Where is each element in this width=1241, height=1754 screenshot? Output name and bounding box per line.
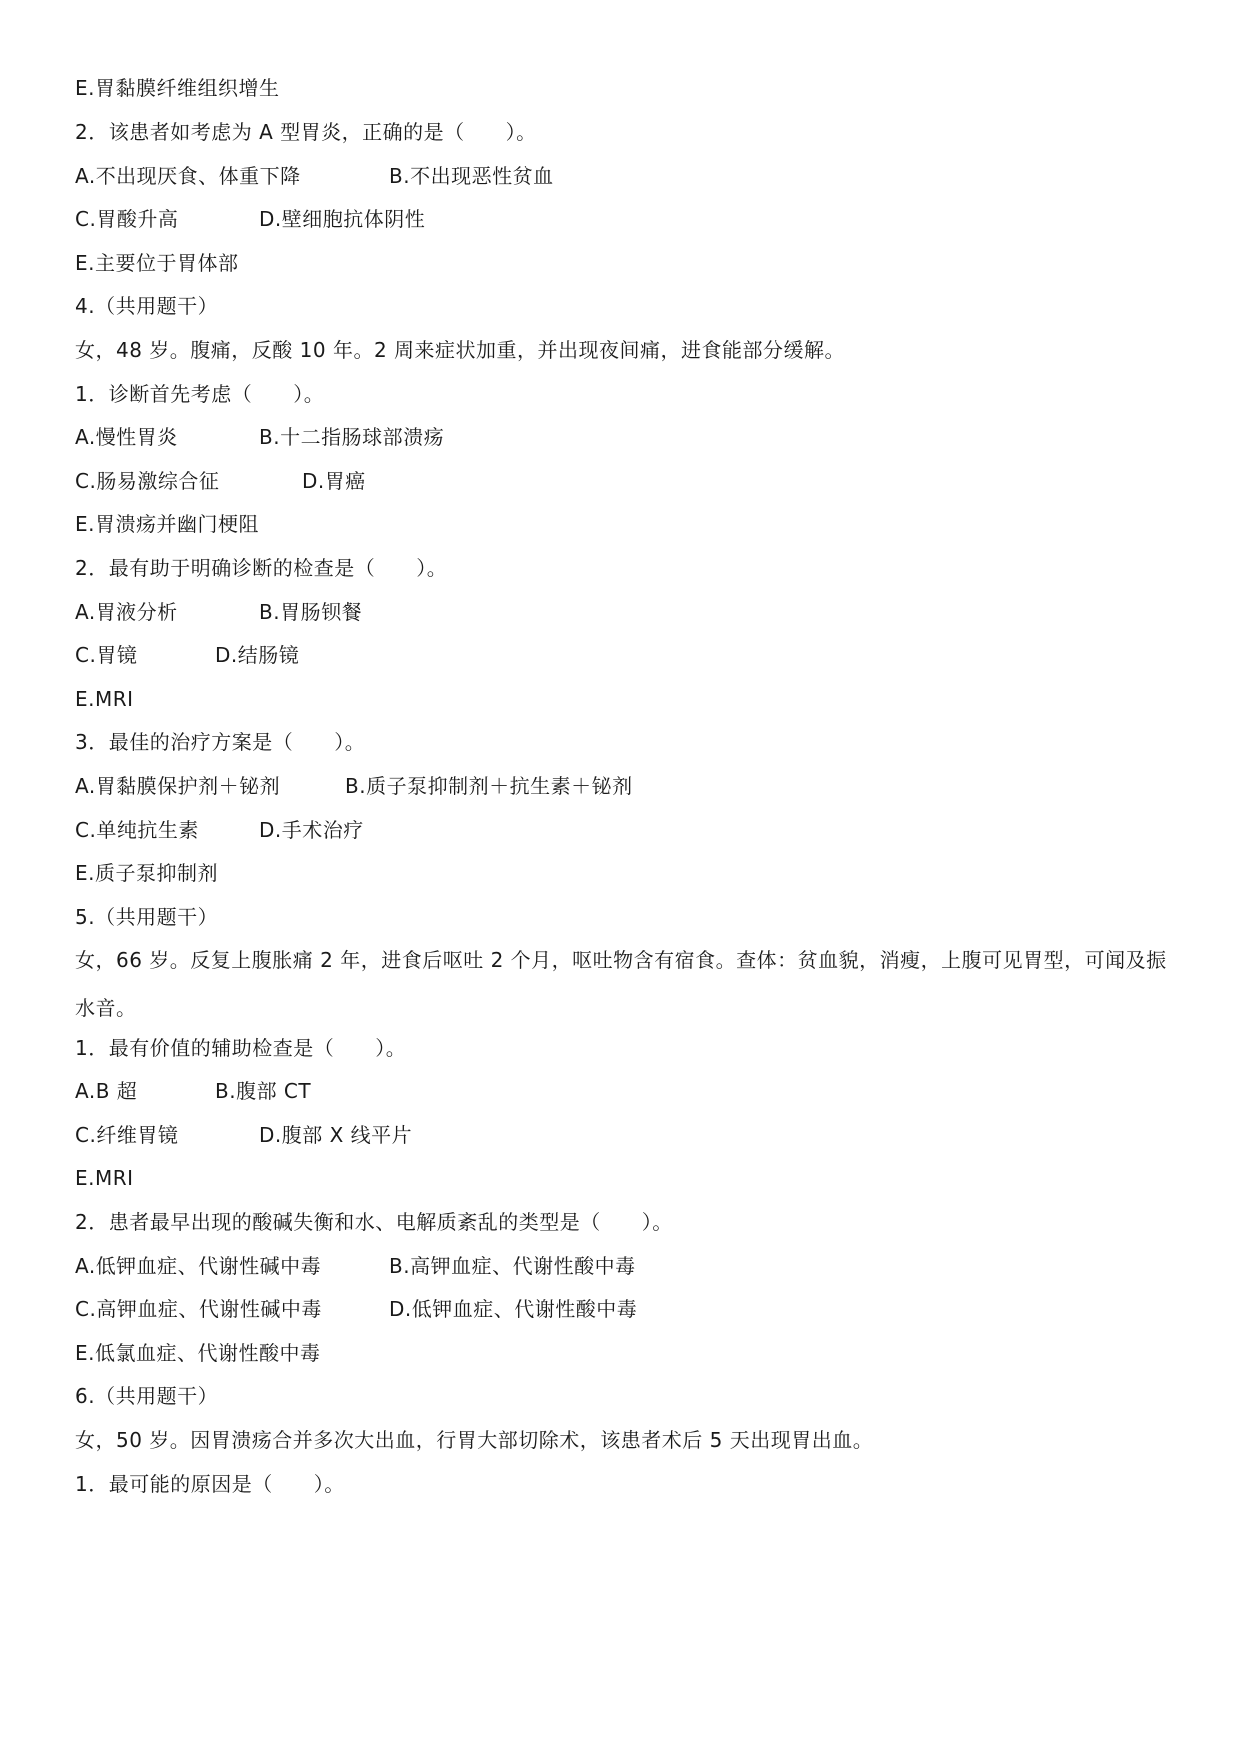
option-a: A.慢性胃炎 bbox=[75, 425, 178, 449]
option-b: B.十二指肠球部溃疡 bbox=[259, 425, 445, 449]
option-e: E.胃溃疡并幽门梗阻 bbox=[75, 512, 259, 536]
option-c: C.胃镜 bbox=[75, 643, 138, 667]
question-text: 2．患者最早出现的酸碱失衡和水、电解质紊乱的类型是（ ）。 bbox=[75, 1210, 673, 1234]
option-b: B.腹部 CT bbox=[215, 1079, 312, 1103]
case-stem: 女，66 岁。反复上腹胀痛 2 年，进食后呕吐 2 个月，呕吐物含有宿食。查体：贫血貌，消瘦，上腹可见胃型，可闻及振水音。 bbox=[75, 948, 1167, 1020]
option-a: A.B 超 bbox=[75, 1079, 138, 1103]
option-d: D.手术治疗 bbox=[259, 818, 364, 842]
option-b: B.胃肠钡餐 bbox=[259, 600, 363, 624]
question-text: 3．最佳的治疗方案是（ ）。 bbox=[75, 730, 366, 754]
option-e: E.质子泵抑制剂 bbox=[75, 861, 218, 885]
option-a: A.不出现厌食、体重下降 bbox=[75, 164, 301, 188]
option-c: C.单纯抗生素 bbox=[75, 818, 199, 842]
option-b: B.高钾血症、代谢性酸中毒 bbox=[389, 1254, 636, 1278]
option-d: D.胃癌 bbox=[302, 469, 366, 493]
option-b: B.不出现恶性贫血 bbox=[389, 164, 554, 188]
option-a: A.低钾血症、代谢性碱中毒 bbox=[75, 1254, 322, 1278]
option-b: B.质子泵抑制剂＋抗生素＋铋剂 bbox=[345, 774, 633, 798]
option-e: E.MRI bbox=[75, 1166, 134, 1190]
question-text: 2．该患者如考虑为 A 型胃炎，正确的是（ ）。 bbox=[75, 120, 537, 144]
option-e: E.主要位于胃体部 bbox=[75, 251, 239, 275]
question-text: 1．诊断首先考虑（ ）。 bbox=[75, 382, 325, 406]
question-text: 1．最有价值的辅助检查是（ ）。 bbox=[75, 1036, 407, 1060]
question-text: 2．最有助于明确诊断的检查是（ ）。 bbox=[75, 556, 448, 580]
case-heading: 6.（共用题干） bbox=[75, 1384, 219, 1408]
option-a: A.胃液分析 bbox=[75, 600, 178, 624]
option-c: C.高钾血症、代谢性碱中毒 bbox=[75, 1297, 322, 1321]
option-d: D.结肠镜 bbox=[215, 643, 300, 667]
option-e: E.MRI bbox=[75, 687, 134, 711]
case-heading: 5.（共用题干） bbox=[75, 905, 219, 929]
option-d: D.腹部 X 线平片 bbox=[259, 1123, 413, 1147]
option-c: C.胃酸升高 bbox=[75, 207, 179, 231]
option-e: E.胃黏膜纤维组织增生 bbox=[75, 76, 280, 100]
option-c: C.纤维胃镜 bbox=[75, 1123, 179, 1147]
case-heading: 4.（共用题干） bbox=[75, 294, 219, 318]
option-c: C.肠易激综合征 bbox=[75, 469, 220, 493]
option-e: E.低氯血症、代谢性酸中毒 bbox=[75, 1341, 321, 1365]
option-d: D.低钾血症、代谢性酸中毒 bbox=[389, 1297, 638, 1321]
case-stem: 女，48 岁。腹痛，反酸 10 年。2 周来症状加重，并出现夜间痛，进食能部分缓解。 bbox=[75, 338, 846, 362]
question-text: 1．最可能的原因是（ ）。 bbox=[75, 1472, 345, 1496]
case-stem: 女，50 岁。因胃溃疡合并多次大出血，行胃大部切除术，该患者术后 5 天出现胃出血。 bbox=[75, 1428, 874, 1452]
option-d: D.壁细胞抗体阴性 bbox=[259, 207, 426, 231]
option-a: A.胃黏膜保护剂＋铋剂 bbox=[75, 774, 281, 798]
